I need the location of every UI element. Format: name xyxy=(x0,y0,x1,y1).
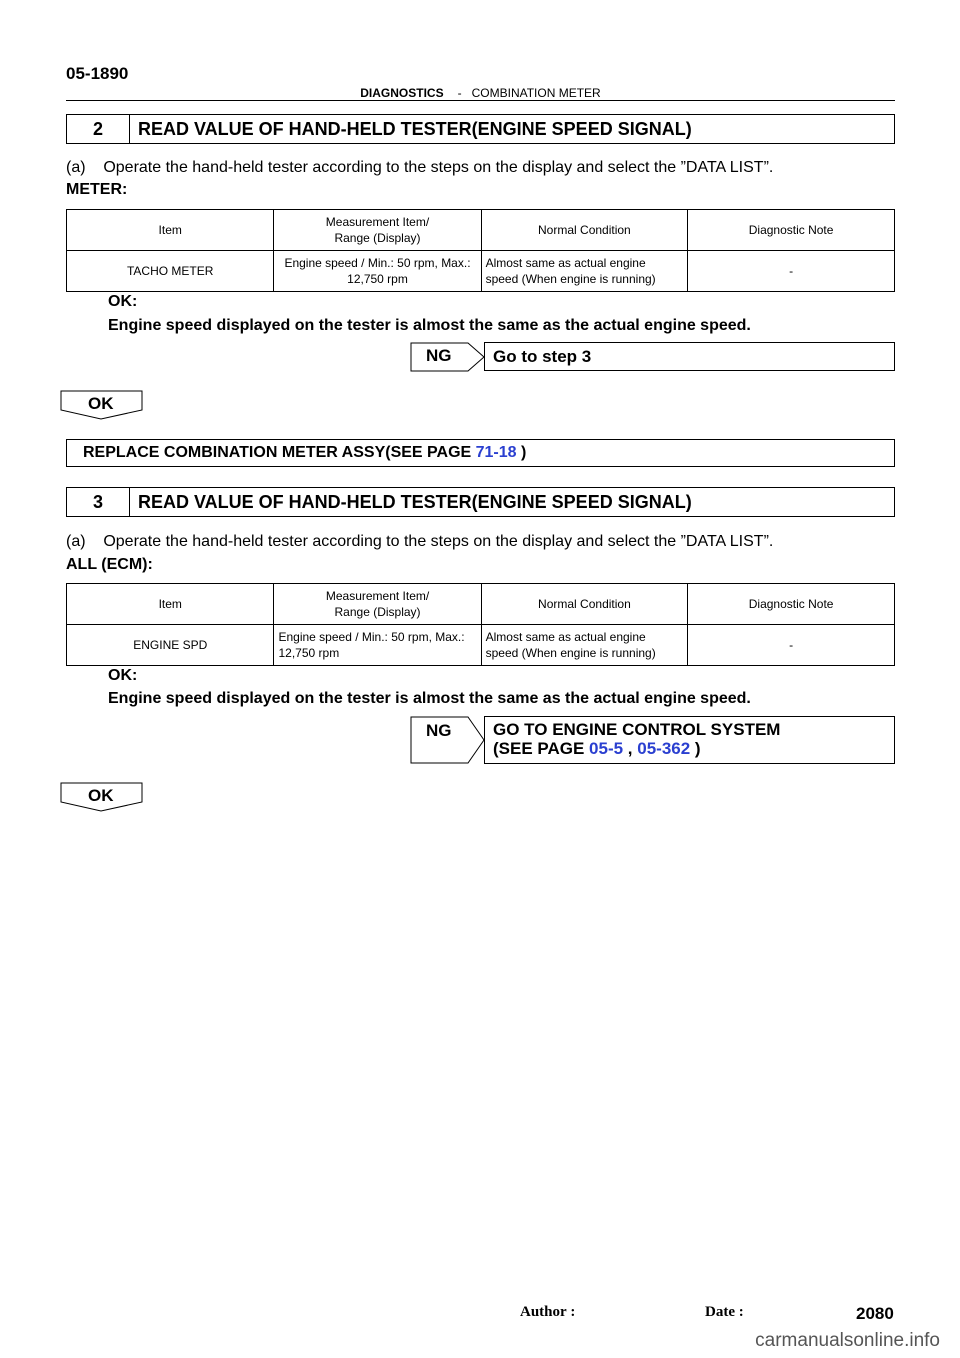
step-3-ok-label: OK: xyxy=(108,667,138,684)
cell-item: ENGINE SPD xyxy=(67,625,274,666)
table-header-row xyxy=(67,210,895,251)
ng-action-line1: GO TO ENGINE CONTROL SYSTEM xyxy=(493,720,781,739)
header-normal-condition: Normal Condition xyxy=(481,584,688,625)
ng-page-link-2[interactable]: 05-362 xyxy=(637,739,691,758)
step-2-ok-label: OK: xyxy=(108,293,138,310)
header-rule xyxy=(66,100,895,101)
page-code: 05-1890 xyxy=(66,64,129,83)
table-row xyxy=(67,625,895,666)
subsection-title: COMBINATION METER xyxy=(471,86,601,100)
header-measurement xyxy=(274,210,481,251)
cell-normal-line1: Almost same as actual engine xyxy=(485,630,646,644)
header-separator: - xyxy=(457,86,462,100)
replace-meter-box xyxy=(66,439,895,467)
cell-diagnostic-note: - xyxy=(688,625,895,666)
ng-link-separator: , xyxy=(623,739,638,758)
step-2-ok-tab: OK xyxy=(88,394,114,413)
step-2-ng-action[interactable]: Go to step 3 xyxy=(484,342,895,371)
cell-measurement xyxy=(274,251,481,292)
ng-action-see-page: (SEE PAGE xyxy=(493,739,590,758)
step-2-heading xyxy=(66,114,895,144)
step-3-ok-tab: OK xyxy=(88,786,114,805)
step-2-title: READ VALUE OF HAND-HELD TESTER(ENGINE SPEED SIGNAL) xyxy=(138,118,692,139)
header-measurement-line1: Measurement Item/ xyxy=(325,215,430,229)
step-3-ok-text: Engine speed displayed on the tester is almost the same as the actual engine speed. xyxy=(108,690,751,707)
cell-normal-condition xyxy=(481,625,688,666)
step-3-instruction: (a) Operate the hand-held tester according to the steps on the display and select the ”DATA LIST”. xyxy=(66,533,774,550)
cell-item: TACHO METER xyxy=(67,251,274,292)
header-item: Item xyxy=(67,584,274,625)
cell-measurement-line1: Engine speed / Min.: 50 rpm, Max.: xyxy=(278,630,465,644)
table-header-row xyxy=(67,584,895,625)
step-3-data-table xyxy=(66,583,895,666)
page-number: 2080 xyxy=(856,1304,894,1323)
cell-diagnostic-note: - xyxy=(688,251,895,292)
header-diagnostic-note: Diagnostic Note xyxy=(688,584,895,625)
header-item: Item xyxy=(67,210,274,251)
cell-measurement-line2: 12,750 rpm xyxy=(347,272,408,286)
header-normal-condition: Normal Condition xyxy=(481,210,688,251)
step-3-ng-action[interactable] xyxy=(484,716,895,764)
replace-page-link[interactable]: 71-18 xyxy=(475,444,517,461)
cell-normal-line1: Almost same as actual engine xyxy=(485,256,646,270)
cell-measurement xyxy=(274,625,481,666)
step-3-ng-label: NG xyxy=(426,721,452,740)
step-3-title: READ VALUE OF HAND-HELD TESTER(ENGINE SPEED SIGNAL) xyxy=(138,491,692,512)
step-2-data-table xyxy=(66,209,895,292)
watermark: carmanualsonline.info xyxy=(755,1330,940,1351)
cell-normal-condition xyxy=(481,251,688,292)
header-measurement xyxy=(274,584,481,625)
cell-normal-line2: speed (When engine is running) xyxy=(485,646,656,660)
date-label: Date : xyxy=(705,1304,744,1320)
step-2-ok-text: Engine speed displayed on the tester is almost the same as the actual engine speed. xyxy=(108,317,751,334)
author-label: Author : xyxy=(520,1304,576,1320)
replace-text: REPLACE COMBINATION METER ASSY(SEE PAGE xyxy=(83,444,476,461)
step-2-instruction: (a) Operate the hand-held tester according to the steps on the display and select the ”DATA LIST”. xyxy=(66,159,774,176)
replace-close: ) xyxy=(516,444,527,461)
cell-normal-line2: speed (When engine is running) xyxy=(485,272,656,286)
step-2-table-label: METER: xyxy=(66,181,128,198)
ng-page-link-1[interactable]: 05-5 xyxy=(589,739,624,758)
step-3-table-label: ALL (ECM): xyxy=(66,556,153,573)
step-2-number: 2 xyxy=(67,115,130,143)
step-3-number: 3 xyxy=(67,488,130,516)
running-header xyxy=(66,86,895,100)
table-row xyxy=(67,251,895,292)
step-3-heading xyxy=(66,487,895,517)
cell-measurement-line1: Engine speed / Min.: 50 rpm, Max.: xyxy=(284,256,471,270)
header-measurement-line2: Range (Display) xyxy=(334,231,421,245)
header-measurement-line2: Range (Display) xyxy=(334,605,421,619)
section-title: DIAGNOSTICS xyxy=(360,86,444,100)
header-diagnostic-note: Diagnostic Note xyxy=(688,210,895,251)
step-2-ng-label: NG xyxy=(426,346,452,365)
ng-close: ) xyxy=(690,739,701,758)
cell-measurement-line2: 12,750 rpm xyxy=(278,646,340,660)
header-measurement-line1: Measurement Item/ xyxy=(325,589,430,603)
